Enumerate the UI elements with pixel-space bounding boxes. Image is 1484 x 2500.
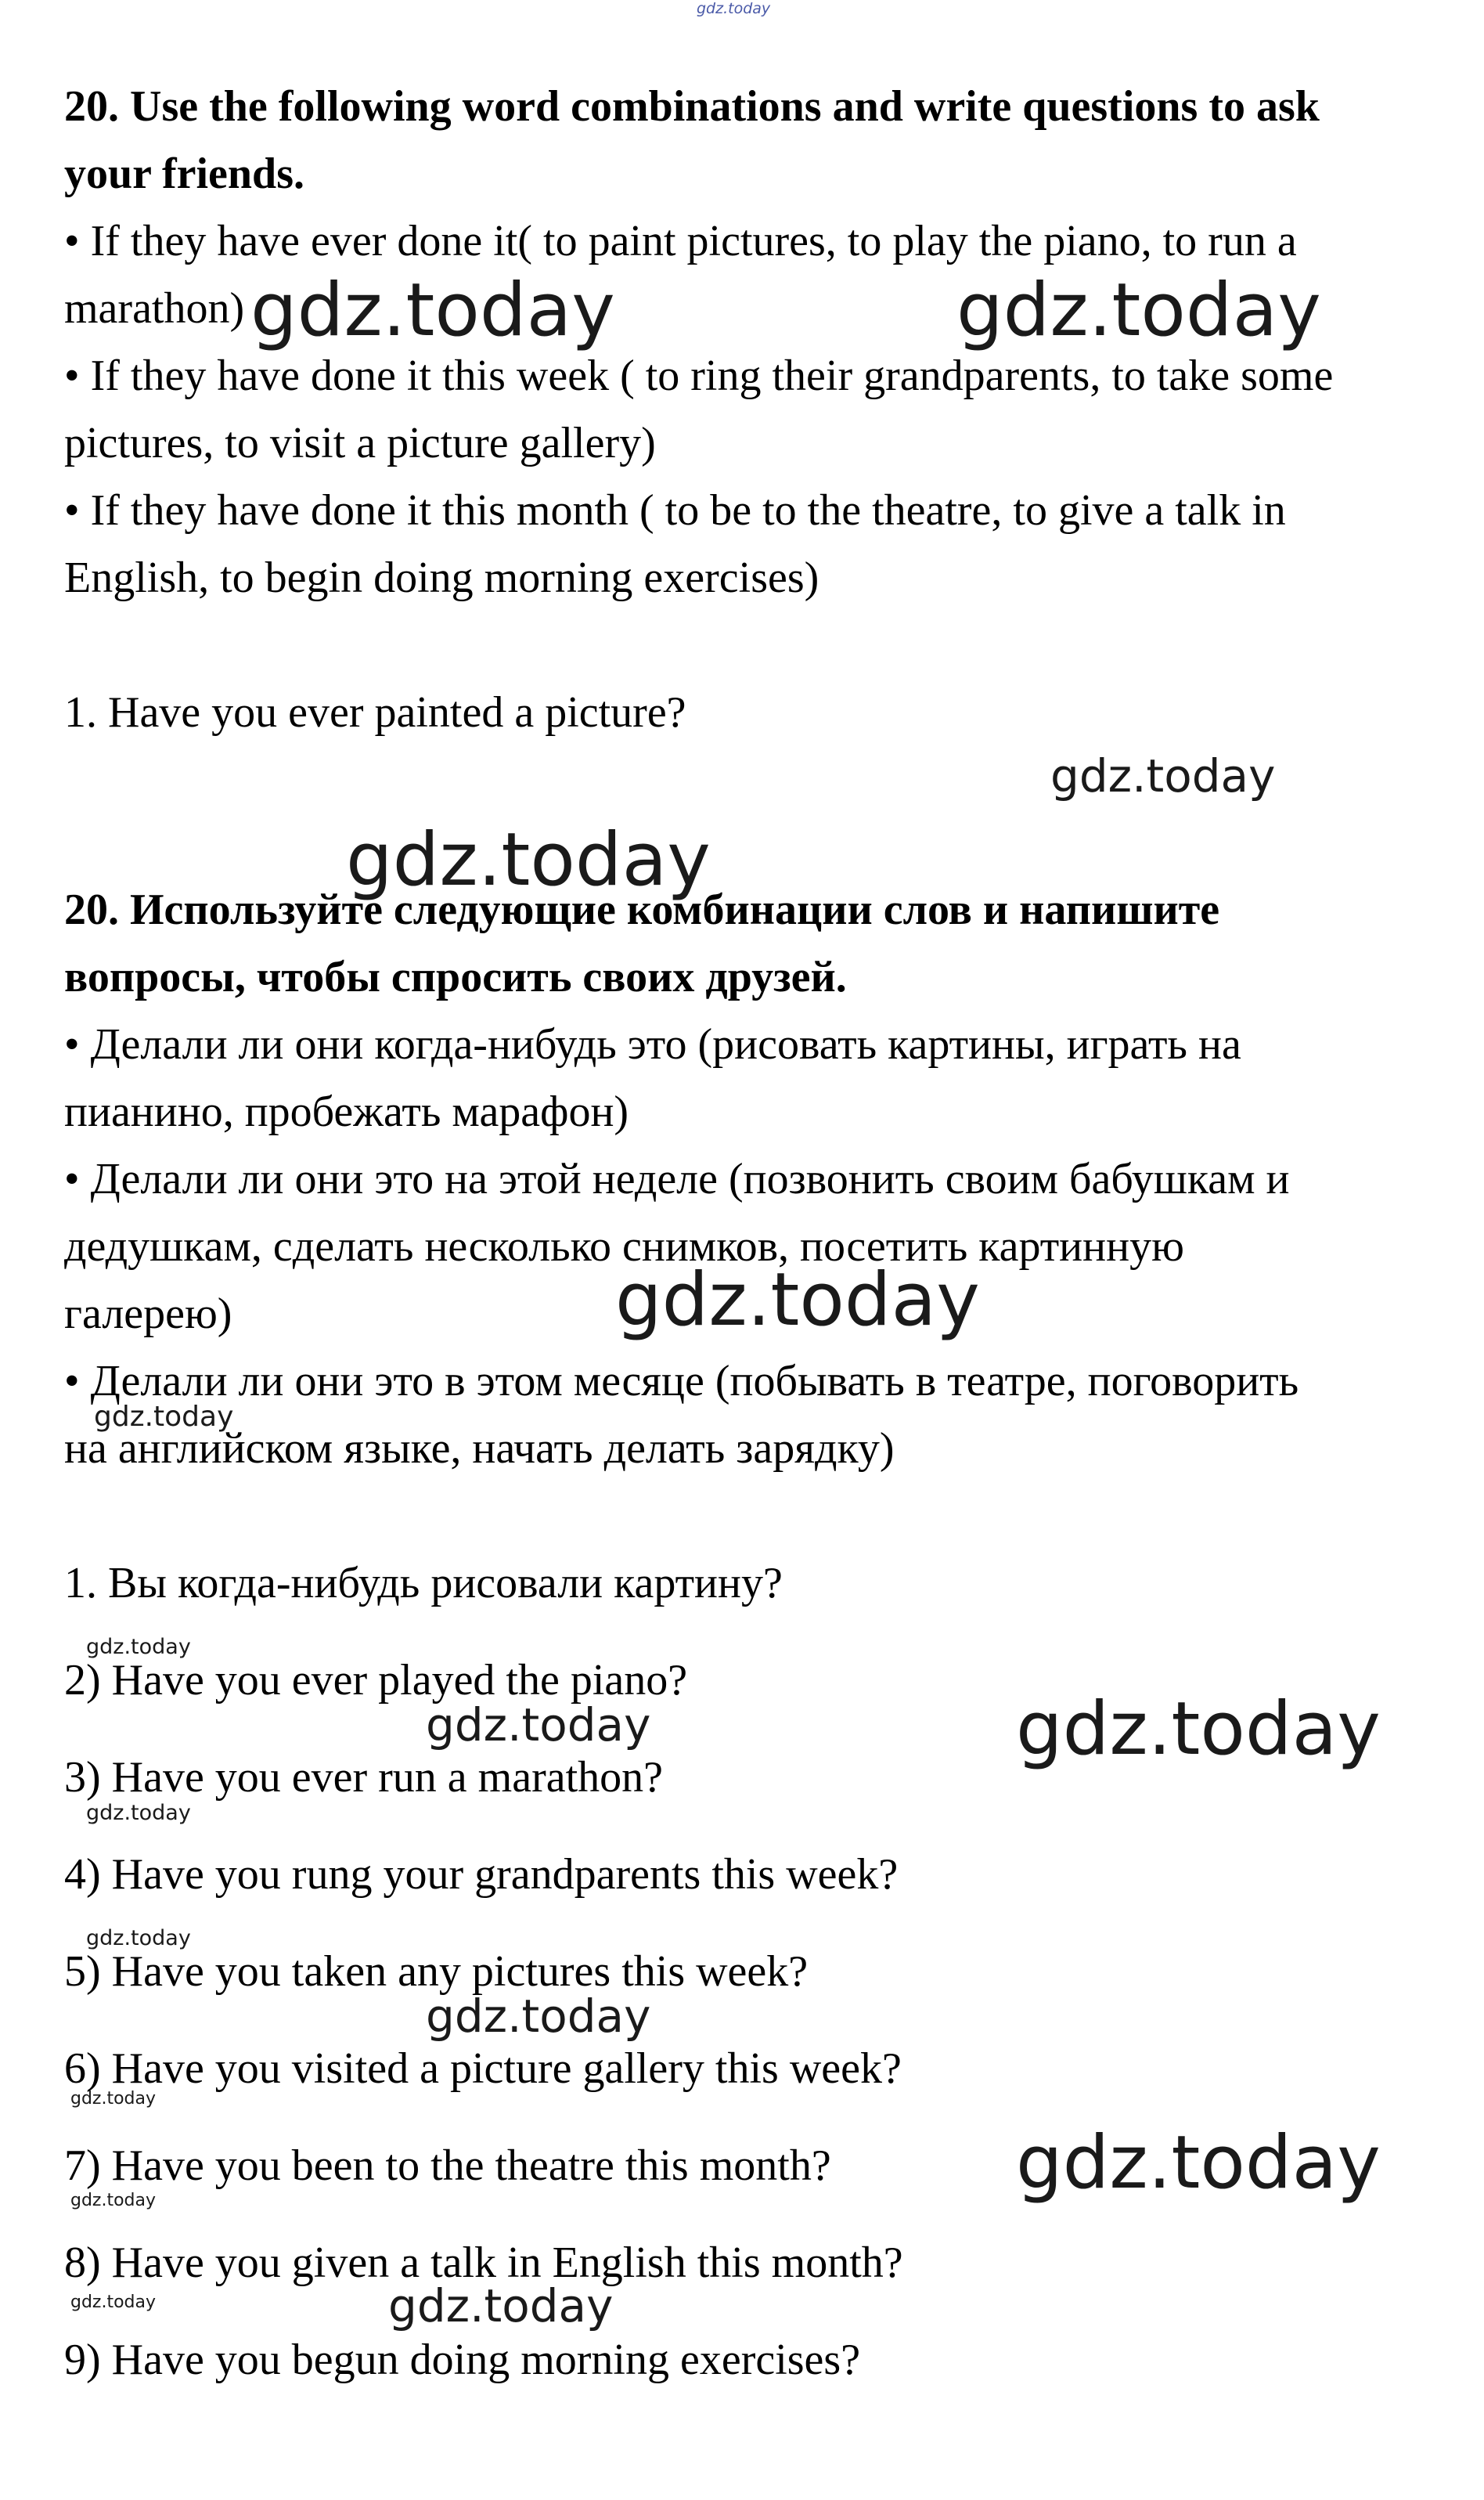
watermark: gdz.today bbox=[956, 268, 1321, 353]
bullet-ru-1-line-1: • Делали ли они когда-нибудь это (рисовать картины, играть на bbox=[64, 1020, 1241, 1069]
bullet-ru-1-line-2: пианино, пробежать марафон) bbox=[64, 1088, 629, 1136]
bullet-en-2-line-2: pictures, to visit a picture gallery) bbox=[64, 419, 656, 467]
bullet-ru-2-line-1: • Делали ли они это на этой неделе (позвонить своим бабушкам и bbox=[64, 1155, 1290, 1203]
bullet-en-3-line-2: English, to begin doing morning exercises) bbox=[64, 554, 819, 602]
bullet-ru-2-line-2: дедушкам, сделать несколько снимков, посетить картинную bbox=[64, 1222, 1184, 1271]
bullet-en-2-line-1: • If they have done it this week ( to ring their grandparents, to take some bbox=[64, 352, 1334, 400]
watermark: gdz.today bbox=[388, 2279, 614, 2332]
example-answer-en: 1. Have you ever painted a picture? bbox=[64, 688, 686, 737]
watermark: gdz.today bbox=[1050, 749, 1276, 803]
watermark: gdz.today bbox=[1016, 1687, 1381, 1772]
answer-item: 8) Have you given a talk in English this month? bbox=[64, 2238, 903, 2287]
watermark: gdz.today bbox=[697, 0, 771, 17]
task-title-ru-line-2: вопросы, чтобы спросить своих друзей. bbox=[64, 953, 847, 1001]
bullet-ru-2-line-3: галерею) bbox=[64, 1290, 232, 1338]
answer-item: 5) Have you taken any pictures this week? bbox=[64, 1947, 809, 1996]
answer-item: 4) Have you rung your grandparents this week? bbox=[64, 1850, 899, 1899]
bullet-en-1-line-2: marathon) bbox=[64, 284, 245, 333]
watermark: gdz.today bbox=[250, 268, 615, 353]
watermark: gdz.today bbox=[426, 1698, 651, 1751]
answer-item: 2) Have you ever played the piano? bbox=[64, 1656, 688, 1705]
watermark: gdz.today bbox=[346, 817, 711, 903]
answer-item: 6) Have you visited a picture gallery this week? bbox=[64, 2044, 902, 2093]
example-answer-ru: 1. Вы когда-нибудь рисовали картину? bbox=[64, 1559, 783, 1607]
bullet-en-1-line-1: • If they have ever done it( to paint pictures, to play the piano, to run a bbox=[64, 217, 1297, 265]
bullet-ru-3-line-1: • Делали ли они это в этом месяце (побывать в театре, поговорить bbox=[64, 1357, 1299, 1405]
watermark: gdz.today bbox=[1016, 2120, 1381, 2206]
bullet-en-3-line-1: • If they have done it this month ( to be to the theatre, to give a talk in bbox=[64, 486, 1286, 535]
answer-item: 3) Have you ever run a marathon? bbox=[64, 1753, 663, 1802]
watermark: gdz.today bbox=[86, 1926, 191, 1950]
task-title-ru-line-1: 20. Используйте следующие комбинации слов и напишите bbox=[64, 886, 1220, 934]
watermark: gdz.today bbox=[86, 1635, 191, 1659]
watermark: gdz.today bbox=[615, 1257, 980, 1343]
answer-item: 9) Have you begun doing morning exercises? bbox=[64, 2336, 861, 2384]
task-title-en-line-1: 20. Use the following word combinations and write questions to ask bbox=[64, 82, 1320, 131]
watermark: gdz.today bbox=[70, 2089, 157, 2109]
watermark: gdz.today bbox=[70, 2293, 157, 2312]
bullet-ru-3-line-2: на английском языке, начать делать зарядку) bbox=[64, 1424, 895, 1473]
answer-item: 7) Have you been to the theatre this month? bbox=[64, 2141, 831, 2190]
watermark: gdz.today bbox=[86, 1801, 191, 1825]
watermark: gdz.today bbox=[426, 1990, 651, 2043]
watermark: gdz.today bbox=[70, 2191, 157, 2210]
watermark: gdz.today bbox=[94, 1401, 234, 1433]
task-title-en-line-2: your friends. bbox=[64, 150, 304, 198]
